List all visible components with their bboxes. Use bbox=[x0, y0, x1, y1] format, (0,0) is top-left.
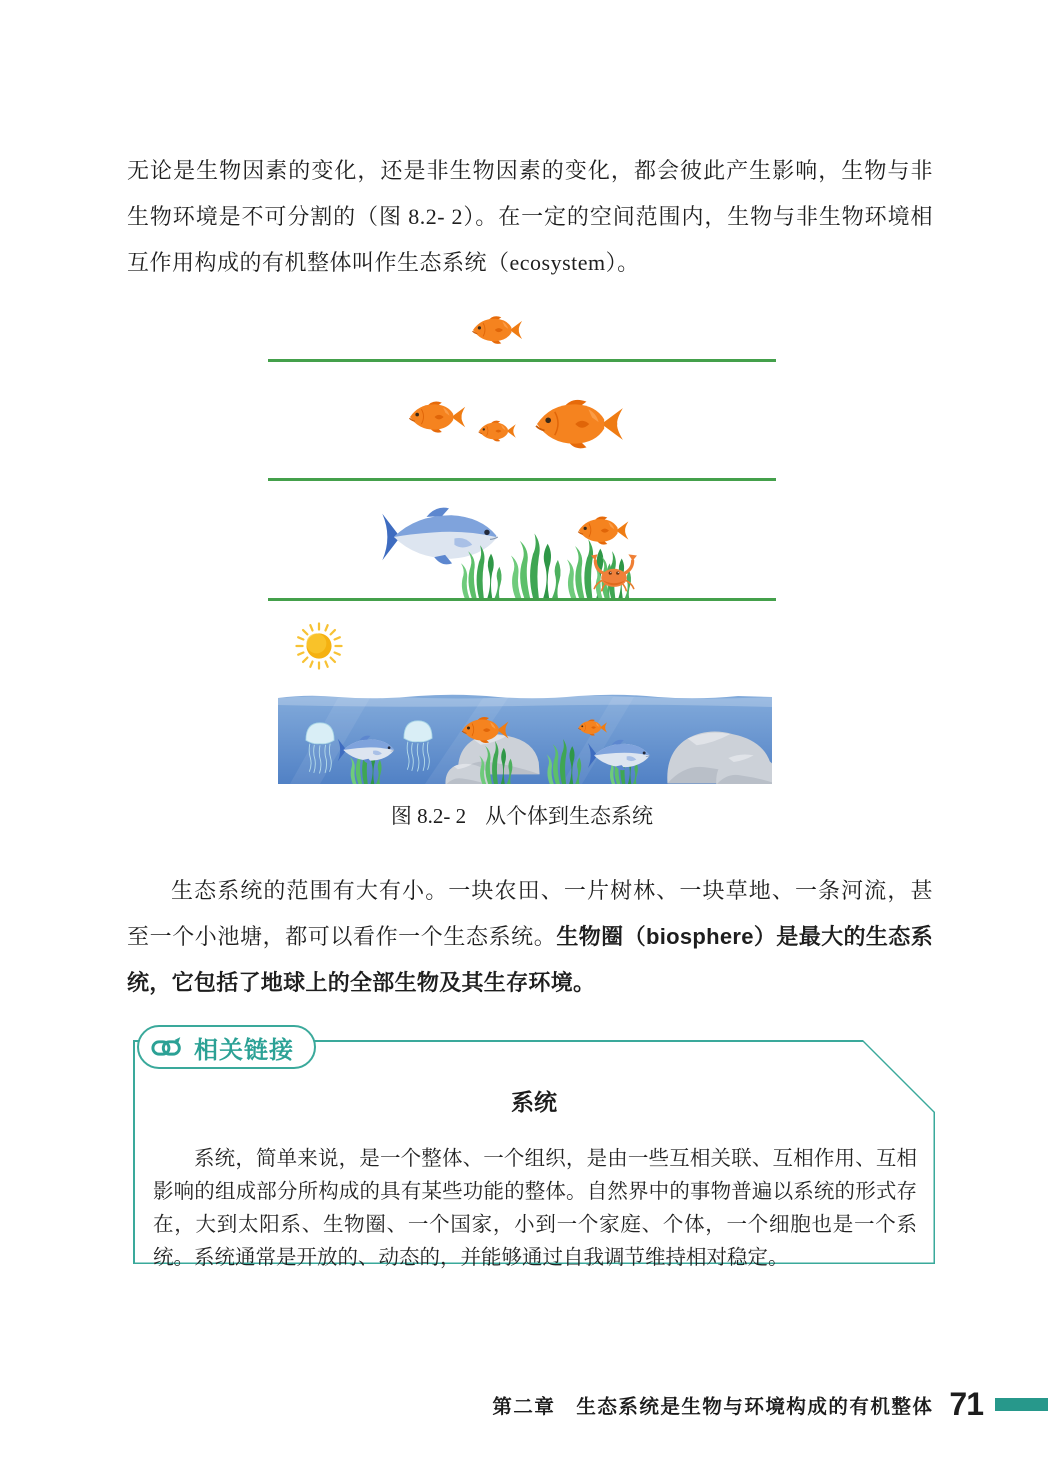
figure-divider-line bbox=[268, 359, 776, 362]
footer-accent-bar bbox=[995, 1398, 1048, 1411]
orange-fish-icon bbox=[470, 314, 524, 346]
paragraph-normal-text: 生态系统的范围有大有小。一块农田、一片树林、一块草地、一条河流，甚至一个小池塘，都可以看作一个生态系统。 bbox=[127, 878, 933, 949]
orange-fish-icon bbox=[576, 514, 630, 547]
page-footer bbox=[492, 1386, 1048, 1423]
orange-fish-icon bbox=[532, 396, 626, 452]
figure-caption-text: 从个体到生态系统 bbox=[485, 804, 654, 828]
figure-caption bbox=[268, 800, 776, 830]
orange-fish-icon bbox=[477, 419, 517, 443]
figure-divider-line bbox=[268, 478, 776, 481]
footer-chapter-title: 第二章 生态系统是生物与环境构成的有机整体 bbox=[492, 1395, 934, 1418]
link-box-body: 系统，简单来说，是一个整体、一个组织，是由一些互相关联、互相作用、互相影响的组成部分所构成的具有某些功能的整体。自然界中的事物普遍以系统的形式存在，大到太阳系、生物圈、一个国家，小到一个家庭、个体，一个细胞也是一个系统。系统通常是开放的、动态的，并能够通过自我调节维持相对稳定。 bbox=[153, 1147, 917, 1269]
related-link-label: 相关链接 bbox=[194, 1036, 294, 1064]
related-link-pill bbox=[137, 1025, 316, 1069]
figure-caption-label: 图 8.2- 2 bbox=[390, 804, 467, 828]
water-scene bbox=[278, 688, 772, 784]
orange-fish-icon bbox=[407, 399, 467, 435]
figure-divider-line bbox=[268, 598, 776, 601]
sun-icon bbox=[293, 620, 345, 672]
footer-page-number: 71 bbox=[949, 1386, 983, 1422]
paragraph-ecosystem-definition: 无论是生物因素的变化，还是非生物因素的变化，都会彼此产生影响，生物与非生物环境是不可分割的（图 8.2- 2）。在一定的空间范围内，生物与非生物环境相互作用构成的有机整体叫作生态系统（ecosystem）。 bbox=[127, 158, 933, 275]
figure-individual-to-ecosystem bbox=[268, 298, 776, 790]
link-box-title: 系统 bbox=[511, 1089, 557, 1115]
paragraph-bold-text: 生物圈（biosphere）是最大的生态系统，它包括了地球上的全部生物及其生存环境。 bbox=[127, 924, 933, 995]
paragraph-ecosystem-scope bbox=[127, 868, 933, 1006]
related-link-box bbox=[133, 1036, 935, 1269]
crab-icon bbox=[590, 552, 638, 592]
link-icon bbox=[151, 1035, 185, 1060]
